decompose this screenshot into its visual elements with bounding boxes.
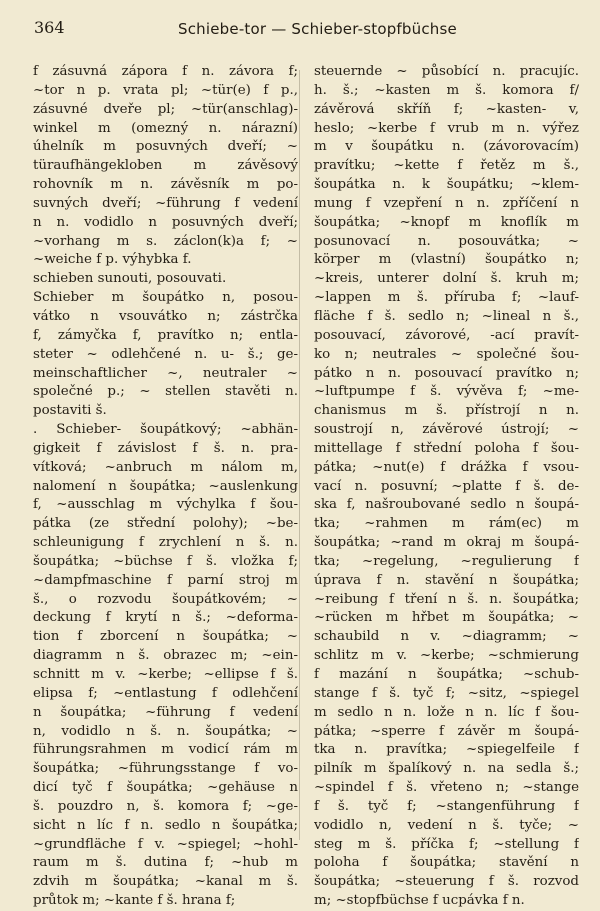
entry-line: zdvih m šoupátka; ~kanal m š. — [33, 874, 298, 890]
entry-line: ko n; neutrales ~ společné šou- — [314, 346, 579, 362]
entry-line: n šoupátka; ~führung f vedení — [33, 704, 298, 720]
entry-line: meinschaftlicher ~, neutraler ~ — [33, 365, 298, 381]
entry-line: ~reibung f tření n š. n. šoupátka; — [314, 591, 579, 607]
entry-line: m v šoupátku n. (závorovacím) — [314, 139, 579, 155]
entry-line: ~lappen m š. příruba f; ~lauf- — [314, 290, 579, 306]
entry-line: f, zámyčka f, pravítko n; entla- — [33, 327, 298, 343]
entry-line: tion f zborcení n šoupátka; ~ — [33, 629, 298, 645]
entry-line: soustrojí n, závěrové ústrojí; ~ — [314, 422, 579, 438]
entry-line: f š. tyč f; ~stangenführung f — [314, 798, 579, 814]
entry-line: průtok m; ~kante f š. hrana f; — [33, 893, 236, 909]
entry-line: führungsrahmen m vodicí rám m — [33, 742, 298, 758]
entry-line: diagramm n š. obrazec m; ~ein- — [33, 648, 298, 664]
entry-line: raum m š. dutina f; ~hub m — [33, 855, 298, 871]
entry-line: úprava f n. stavění n šoupátka; — [314, 572, 579, 588]
entry-line: nalomení n šoupátka; ~auslenkung — [33, 478, 298, 494]
entry-line: ~weiche f p. výhybka f. — [33, 252, 192, 268]
entry-line: poloha f šoupátka; stavění n — [314, 855, 579, 871]
entry-line: ~grundfläche f v. ~spiegel; ~hohl- — [33, 836, 298, 852]
entry-line: pátka (ze střední polohy); ~be- — [33, 516, 298, 532]
entry-line: deckung f krytí n š.; ~deforma- — [33, 610, 298, 626]
entry-line: pravítku; ~kette f řetěz m š., — [314, 158, 579, 174]
entry-line: ~dampfmaschine f parní stroj m — [33, 572, 298, 588]
entry-line: pátka; ~nut(e) f drážka f vsou- — [314, 459, 579, 475]
entry-line: sicht n líc f n. sedlo n šoupátka; — [33, 817, 298, 833]
entry-line: ska f, našroubované sedlo n šoupá- — [314, 497, 579, 513]
entry-line: Schieber m šoupátko n, posou- — [33, 290, 298, 306]
entry-line: dicí tyč f šoupátka; ~gehäuse n — [33, 780, 298, 796]
entry-line: m sedlo n n. lože n n. líc f šou- — [314, 704, 579, 720]
entry-line: steg m š. příčka f; ~stellung f — [314, 836, 579, 852]
entry-line: mittellage f střední poloha f šou- — [314, 440, 579, 456]
entry-line: zásuvné dveře pl; ~tür(anschlag)- — [33, 101, 298, 117]
entry-line: pátka; ~sperre f závěr m šoupá- — [314, 723, 579, 739]
entry-line: šoupátka; ~knopf m knoflík m — [314, 214, 579, 230]
entry-line: . Schieber- šoupátkový; ~abhän- — [33, 422, 298, 438]
entry-line: š., o rozvodu šoupátkovém; ~ — [33, 591, 298, 607]
entry-line: h. š.; ~kasten m š. komora f/ — [314, 82, 579, 98]
entry-line: schaubild n v. ~diagramm; ~ — [314, 629, 579, 645]
entry-line: steter ~ odlehčené n. u- š.; ge- — [33, 346, 298, 362]
entry-line: f mazání n šoupátka; ~schub- — [314, 667, 579, 682]
left-column — [33, 63, 298, 911]
entry-line: mung f vzepření n n. zpříčení n — [314, 195, 579, 211]
column-gutter — [299, 70, 300, 840]
entry-line: vací n. posuvní; ~platte f š. de- — [314, 478, 579, 494]
entry-line: tka n. pravítka; ~spiegelfeile f — [314, 742, 579, 758]
entry-line: schnitt m v. ~kerbe; ~ellipse f š. — [33, 667, 298, 682]
entry-line: ~tor n p. vrata pl; ~tür(e) f p., — [33, 82, 298, 98]
entry-line: šoupátka n. k šoupátku; ~klem- — [314, 177, 579, 193]
entry-line: ~rücken m hřbet m šoupátka; ~ — [314, 610, 579, 626]
entry-line: stange f š. tyč f; ~sitz, ~spiegel — [314, 685, 579, 701]
entry-line: pilník m špalíkový n. na sedla š.; — [314, 761, 579, 777]
entry-line: ~vorhang m s. záclon(k)a f; ~ — [33, 233, 298, 249]
entry-line: rohovník m n. závěsník m po- — [33, 177, 298, 193]
entry-line: chanismus m š. přístrojí n n. — [314, 403, 579, 419]
entry-line: ~luftpumpe f š. vývěva f; ~me- — [314, 384, 579, 400]
entry-line: f, ~ausschlag m výchylka f šou- — [33, 497, 298, 513]
entry-line: n, vodidlo n š. n. šoupátka; ~ — [33, 723, 298, 739]
entry-line: schieben sunouti, posouvati. — [33, 271, 227, 287]
entry-line: schleunigung f zrychlení n š. n. — [33, 535, 298, 551]
entry-line: šoupátka; ~rand m okraj m šoupá- — [314, 535, 579, 551]
entry-line: pátko n n. posouvací pravítko n; — [314, 365, 579, 381]
entry-line: vátko n vsouvátko n; zástrčka — [33, 308, 298, 324]
entry-line: steuernde ~ působící n. pracujíc. — [314, 64, 579, 79]
entry-line: tka; ~rahmen m rám(ec) m — [314, 516, 579, 532]
entry-line: vítková; ~anbruch m nálom m, — [33, 459, 298, 475]
entry-line: f zásuvná zápora f n. závora f; — [33, 64, 298, 79]
entry-line: ~kreis, unterer dolní š. kruh m; — [314, 271, 579, 287]
entry-line: heslo; ~kerbe f vrub m n. výřez — [314, 120, 579, 136]
entry-line: n n. vodidlo n posuvných dveří; — [33, 214, 298, 230]
entry-line: winkel m (omezný n. nárazní) — [33, 120, 298, 136]
entry-line: posouvací, závorové, -ací pravít- — [314, 327, 579, 343]
entry-line: postaviti š. — [33, 403, 107, 419]
entry-line: elipsa f; ~entlastung f odlehčení — [33, 685, 298, 701]
entry-line: úhelník m posuvných dveří; ~ — [33, 139, 298, 155]
entry-line: šoupátka; ~führungsstange f vo- — [33, 761, 298, 777]
entry-line: gigkeit f závislost f š. n. pra- — [33, 440, 298, 456]
entry-line: m; ~stopfbüchse f ucpávka f n. — [314, 893, 525, 909]
entry-line: tka; ~regelung, ~regulierung f — [314, 553, 579, 569]
entry-line: schlitz m v. ~kerbe; ~schmierung — [314, 648, 579, 664]
running-head: Schiebe-tor — Schieber-stopfbüchse — [178, 20, 457, 38]
entry-line: vodidlo n, vedení n š. tyče; ~ — [314, 817, 579, 833]
right-column — [314, 63, 579, 911]
entry-line: šoupátka; ~steuerung f š. rozvod — [314, 874, 579, 890]
entry-line: suvných dveří; ~führung f vedení — [33, 195, 298, 211]
entry-line: šoupátka; ~büchse f š. vložka f; — [33, 553, 298, 569]
entry-line: türaufhängekloben m závěsový — [33, 158, 298, 174]
entry-line: posunovací n. posouvátka; ~ — [314, 233, 579, 249]
entry-line: fläche f š. sedlo n; ~lineal n š., — [314, 308, 579, 324]
entry-line: ~spindel f š. vřeteno n; ~stange — [314, 780, 579, 796]
page-number: 364 — [34, 18, 65, 37]
entry-line: společné p.; ~ stellen stavěti n. — [33, 384, 298, 400]
page-header — [28, 12, 572, 38]
entry-line: körper m (vlastní) šoupátko n; — [314, 252, 579, 268]
entry-line: š. pouzdro n, š. komora f; ~ge- — [33, 798, 298, 814]
entry-line: závěrová skříň f; ~kasten- v, — [314, 101, 579, 117]
